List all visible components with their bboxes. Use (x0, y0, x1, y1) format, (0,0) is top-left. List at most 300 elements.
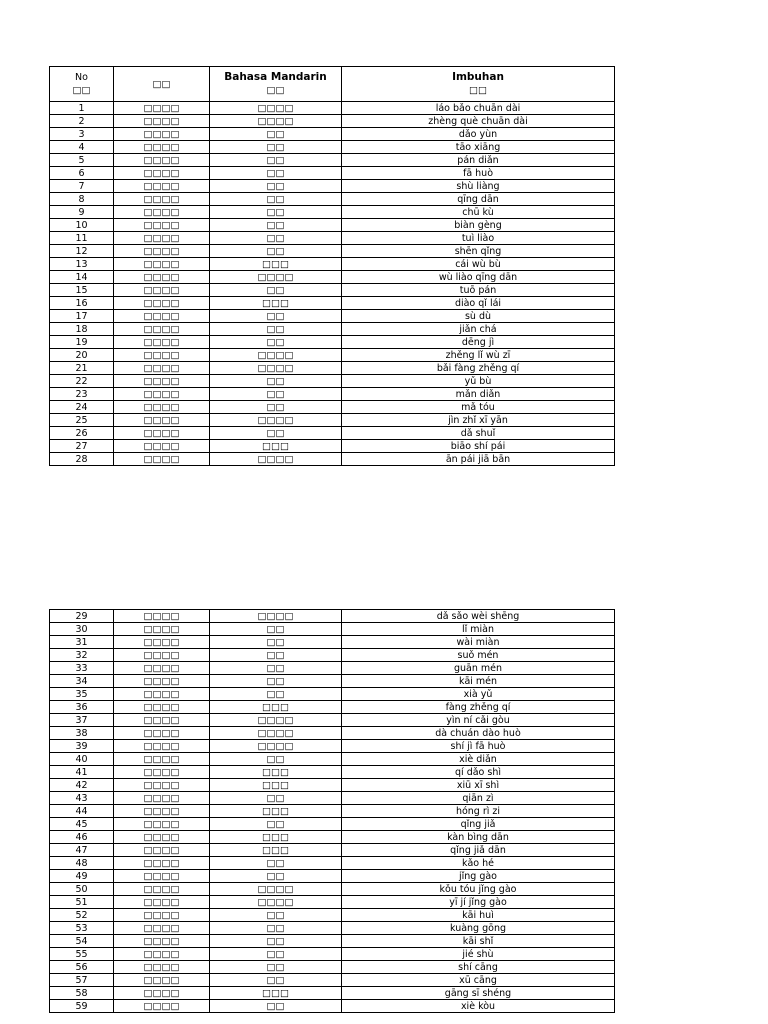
term-cell: □□□□ (114, 440, 210, 453)
term-cell: □□□□ (114, 323, 210, 336)
pinyin-cell: xiè kòu (342, 1000, 615, 1013)
table-row (50, 375, 615, 388)
pinyin-cell: diào qǐ lái (342, 297, 615, 310)
pinyin-cell: kāi huì (342, 909, 615, 922)
pinyin-cell: jiǎn chá (342, 323, 615, 336)
table-row (50, 349, 615, 362)
table-row (50, 714, 615, 727)
mandarin-cell: □□□□ (210, 883, 342, 896)
pinyin-cell: wù liào qīng dān (342, 271, 615, 284)
mandarin-cell: □□□□ (210, 271, 342, 284)
row-number-cell: 20 (50, 349, 114, 362)
table-row (50, 141, 615, 154)
mandarin-cell: □□□□ (210, 740, 342, 753)
pinyin-cell: zhěng lǐ wù zī (342, 349, 615, 362)
pinyin-cell: fā huò (342, 167, 615, 180)
pinyin-cell: cái wù bù (342, 258, 615, 271)
row-number-cell: 6 (50, 167, 114, 180)
mandarin-cell: □□□ (210, 779, 342, 792)
table-row (50, 102, 615, 115)
table-header-row (50, 67, 615, 102)
term-cell: □□□□ (114, 831, 210, 844)
row-number-cell: 30 (50, 623, 114, 636)
pinyin-cell: chū kù (342, 206, 615, 219)
mandarin-cell: □□ (210, 753, 342, 766)
mandarin-cell: □□ (210, 154, 342, 167)
pinyin-cell: dǎ sǎo wèi shēng (342, 610, 615, 623)
mandarin-cell: □□ (210, 388, 342, 401)
row-number-cell: 49 (50, 870, 114, 883)
mandarin-cell: □□ (210, 206, 342, 219)
mandarin-cell: □□□□ (210, 362, 342, 375)
term-cell: □□□□ (114, 948, 210, 961)
row-number-cell: 27 (50, 440, 114, 453)
term-cell: □□□□ (114, 154, 210, 167)
table-row (50, 974, 615, 987)
row-number-cell: 4 (50, 141, 114, 154)
row-number-cell: 16 (50, 297, 114, 310)
table-row (50, 154, 615, 167)
header-imbuhan (342, 67, 615, 102)
term-cell: □□□□ (114, 102, 210, 115)
mandarin-cell: □□□□ (210, 349, 342, 362)
row-number-cell: 17 (50, 310, 114, 323)
table-body-page-2 (50, 610, 615, 1013)
pinyin-cell: qí dǎo shì (342, 766, 615, 779)
pinyin-cell: tuō pán (342, 284, 615, 297)
row-number-cell: 46 (50, 831, 114, 844)
table-row (50, 128, 615, 141)
pinyin-cell: kǒu tóu jǐng gào (342, 883, 615, 896)
term-cell: □□□□ (114, 167, 210, 180)
header-mandarin-label: Bahasa Mandarin (224, 71, 327, 83)
row-number-cell: 19 (50, 336, 114, 349)
term-cell: □□□□ (114, 792, 210, 805)
vocabulary-table-page-2 (49, 609, 615, 1013)
row-number-cell: 39 (50, 740, 114, 753)
mandarin-cell: □□□ (210, 766, 342, 779)
row-number-cell: 11 (50, 232, 114, 245)
mandarin-cell: □□□□ (210, 714, 342, 727)
term-cell: □□□□ (114, 909, 210, 922)
table-row (50, 649, 615, 662)
term-cell: □□□□ (114, 375, 210, 388)
row-number-cell: 48 (50, 857, 114, 870)
mandarin-cell: □□ (210, 375, 342, 388)
mandarin-cell: □□□□ (210, 610, 342, 623)
table-row (50, 740, 615, 753)
row-number-cell: 57 (50, 974, 114, 987)
mandarin-cell: □□ (210, 909, 342, 922)
pinyin-cell: láo bǎo chuān dài (342, 102, 615, 115)
term-cell: □□□□ (114, 688, 210, 701)
pinyin-cell: hóng rì zi (342, 805, 615, 818)
pinyin-cell: kāi mén (342, 675, 615, 688)
pinyin-cell: wài miàn (342, 636, 615, 649)
mandarin-cell: □□ (210, 948, 342, 961)
term-cell: □□□□ (114, 766, 210, 779)
term-cell: □□□□ (114, 401, 210, 414)
pinyin-cell: tuì liào (342, 232, 615, 245)
table-row (50, 193, 615, 206)
table-row (50, 167, 615, 180)
mandarin-cell: □□ (210, 245, 342, 258)
table-row (50, 245, 615, 258)
row-number-cell: 24 (50, 401, 114, 414)
table-row (50, 727, 615, 740)
term-cell: □□□□ (114, 961, 210, 974)
table-row (50, 1000, 615, 1013)
term-cell: □□□□ (114, 662, 210, 675)
mandarin-cell: □□ (210, 232, 342, 245)
table-row (50, 662, 615, 675)
term-cell: □□□□ (114, 206, 210, 219)
pinyin-cell: yǔ bù (342, 375, 615, 388)
mandarin-cell: □□ (210, 128, 342, 141)
term-cell: □□□□ (114, 935, 210, 948)
pinyin-cell: shí cāng (342, 961, 615, 974)
mandarin-cell: □□□ (210, 440, 342, 453)
term-cell: □□□□ (114, 336, 210, 349)
pinyin-cell: yī jí jǐng gào (342, 896, 615, 909)
row-number-cell: 58 (50, 987, 114, 1000)
row-number-cell: 13 (50, 258, 114, 271)
term-cell: □□□□ (114, 141, 210, 154)
term-cell: □□□□ (114, 414, 210, 427)
table-row (50, 219, 615, 232)
pinyin-cell: kāi shǐ (342, 935, 615, 948)
pinyin-cell: suǒ mén (342, 649, 615, 662)
term-cell: □□□□ (114, 258, 210, 271)
mandarin-cell: □□□ (210, 805, 342, 818)
row-number-cell: 37 (50, 714, 114, 727)
row-number-cell: 55 (50, 948, 114, 961)
row-number-cell: 45 (50, 818, 114, 831)
mandarin-cell: □□ (210, 935, 342, 948)
term-cell: □□□□ (114, 219, 210, 232)
mandarin-cell: □□□ (210, 844, 342, 857)
term-cell: □□□□ (114, 610, 210, 623)
table-row (50, 870, 615, 883)
header-imbuhan-sub: □□ (469, 85, 487, 96)
term-cell: □□□□ (114, 974, 210, 987)
table-row (50, 766, 615, 779)
mandarin-cell: □□ (210, 675, 342, 688)
mandarin-cell: □□ (210, 922, 342, 935)
mandarin-cell: □□□□ (210, 414, 342, 427)
mandarin-cell: □□ (210, 870, 342, 883)
mandarin-cell: □□ (210, 688, 342, 701)
mandarin-cell: □□□□ (210, 115, 342, 128)
table-row (50, 323, 615, 336)
header-mandarin-sub: □□ (266, 85, 285, 96)
pinyin-cell: dà chuán dào huò (342, 727, 615, 740)
mandarin-cell: □□□ (210, 297, 342, 310)
term-cell: □□□□ (114, 310, 210, 323)
row-number-cell: 32 (50, 649, 114, 662)
pinyin-cell: sù dù (342, 310, 615, 323)
header-no-label: No (75, 72, 88, 83)
row-number-cell: 26 (50, 427, 114, 440)
pinyin-cell: shù liàng (342, 180, 615, 193)
mandarin-cell: □□ (210, 961, 342, 974)
mandarin-cell: □□ (210, 792, 342, 805)
row-number-cell: 15 (50, 284, 114, 297)
pinyin-cell: ān pái jiā bān (342, 453, 615, 466)
mandarin-cell: □□ (210, 427, 342, 440)
header-no-sub: □□ (72, 85, 91, 96)
mandarin-cell: □□□ (210, 701, 342, 714)
row-number-cell: 51 (50, 896, 114, 909)
mandarin-cell: □□□□ (210, 727, 342, 740)
table-row (50, 636, 615, 649)
table-row (50, 701, 615, 714)
term-cell: □□□□ (114, 922, 210, 935)
mandarin-cell: □□ (210, 623, 342, 636)
header-col2-label: □□ (152, 78, 171, 90)
mandarin-cell: □□□□ (210, 102, 342, 115)
pinyin-cell: shí jì fā huò (342, 740, 615, 753)
mandarin-cell: □□□□ (210, 896, 342, 909)
term-cell: □□□□ (114, 753, 210, 766)
table-row (50, 180, 615, 193)
table-row (50, 805, 615, 818)
mandarin-cell: □□ (210, 193, 342, 206)
term-cell: □□□□ (114, 740, 210, 753)
mandarin-cell: □□ (210, 180, 342, 193)
pinyin-cell: kǎo hé (342, 857, 615, 870)
mandarin-cell: □□ (210, 323, 342, 336)
pinyin-cell: lǐ miàn (342, 623, 615, 636)
row-number-cell: 42 (50, 779, 114, 792)
mandarin-cell: □□ (210, 219, 342, 232)
row-number-cell: 2 (50, 115, 114, 128)
pinyin-cell: xiū xī shì (342, 779, 615, 792)
row-number-cell: 34 (50, 675, 114, 688)
mandarin-cell: □□ (210, 167, 342, 180)
row-number-cell: 14 (50, 271, 114, 284)
pinyin-cell: jǐng gào (342, 870, 615, 883)
term-cell: □□□□ (114, 623, 210, 636)
row-number-cell: 21 (50, 362, 114, 375)
mandarin-cell: □□ (210, 857, 342, 870)
row-number-cell: 59 (50, 1000, 114, 1013)
table-row (50, 935, 615, 948)
mandarin-cell: □□ (210, 974, 342, 987)
row-number-cell: 12 (50, 245, 114, 258)
row-number-cell: 22 (50, 375, 114, 388)
pinyin-cell: tāo xiāng (342, 141, 615, 154)
term-cell: □□□□ (114, 362, 210, 375)
mandarin-cell: □□ (210, 310, 342, 323)
table-row (50, 961, 615, 974)
table-row (50, 831, 615, 844)
header-col2 (114, 67, 210, 102)
table-row (50, 401, 615, 414)
row-number-cell: 38 (50, 727, 114, 740)
table-row (50, 297, 615, 310)
pinyin-cell: xū cāng (342, 974, 615, 987)
term-cell: □□□□ (114, 115, 210, 128)
table-row (50, 362, 615, 375)
term-cell: □□□□ (114, 870, 210, 883)
pinyin-cell: kàn bìng dān (342, 831, 615, 844)
term-cell: □□□□ (114, 636, 210, 649)
term-cell: □□□□ (114, 193, 210, 206)
pinyin-cell: gāng sī shéng (342, 987, 615, 1000)
table-row (50, 206, 615, 219)
table-row (50, 922, 615, 935)
term-cell: □□□□ (114, 714, 210, 727)
pinyin-cell: jié shù (342, 948, 615, 961)
table-row (50, 948, 615, 961)
pinyin-cell: shēn qǐng (342, 245, 615, 258)
pinyin-cell: mǎ tóu (342, 401, 615, 414)
row-number-cell: 53 (50, 922, 114, 935)
pinyin-cell: qǐng jiǎ dān (342, 844, 615, 857)
row-number-cell: 43 (50, 792, 114, 805)
table-row (50, 271, 615, 284)
row-number-cell: 29 (50, 610, 114, 623)
pinyin-cell: xià yǔ (342, 688, 615, 701)
table-row (50, 753, 615, 766)
term-cell: □□□□ (114, 453, 210, 466)
row-number-cell: 1 (50, 102, 114, 115)
row-number-cell: 35 (50, 688, 114, 701)
mandarin-cell: □□ (210, 336, 342, 349)
row-number-cell: 44 (50, 805, 114, 818)
mandarin-cell: □□ (210, 662, 342, 675)
pinyin-cell: qǐng jiǎ (342, 818, 615, 831)
row-number-cell: 40 (50, 753, 114, 766)
term-cell: □□□□ (114, 349, 210, 362)
pinyin-cell: dǎ shuǐ (342, 427, 615, 440)
term-cell: □□□□ (114, 232, 210, 245)
table-row (50, 844, 615, 857)
term-cell: □□□□ (114, 805, 210, 818)
mandarin-cell: □□□□ (210, 453, 342, 466)
term-cell: □□□□ (114, 245, 210, 258)
table-row (50, 688, 615, 701)
row-number-cell: 41 (50, 766, 114, 779)
pinyin-cell: guān mén (342, 662, 615, 675)
table-row (50, 779, 615, 792)
table-row (50, 675, 615, 688)
mandarin-cell: □□ (210, 818, 342, 831)
mandarin-cell: □□□ (210, 987, 342, 1000)
table-row (50, 896, 615, 909)
term-cell: □□□□ (114, 987, 210, 1000)
pinyin-cell: biàn gèng (342, 219, 615, 232)
term-cell: □□□□ (114, 844, 210, 857)
mandarin-cell: □□□ (210, 831, 342, 844)
pinyin-cell: dēng jì (342, 336, 615, 349)
table-row (50, 336, 615, 349)
mandarin-cell: □□ (210, 649, 342, 662)
row-number-cell: 31 (50, 636, 114, 649)
term-cell: □□□□ (114, 701, 210, 714)
mandarin-cell: □□ (210, 1000, 342, 1013)
mandarin-cell: □□ (210, 401, 342, 414)
row-number-cell: 50 (50, 883, 114, 896)
row-number-cell: 9 (50, 206, 114, 219)
term-cell: □□□□ (114, 649, 210, 662)
header-mandarin (210, 67, 342, 102)
term-cell: □□□□ (114, 675, 210, 688)
table-row (50, 427, 615, 440)
table-row (50, 883, 615, 896)
row-number-cell: 5 (50, 154, 114, 167)
row-number-cell: 8 (50, 193, 114, 206)
term-cell: □□□□ (114, 727, 210, 740)
vocabulary-table-page-1 (49, 66, 615, 466)
row-number-cell: 3 (50, 128, 114, 141)
header-imbuhan-label: Imbuhan (452, 71, 504, 83)
row-number-cell: 54 (50, 935, 114, 948)
table-row (50, 857, 615, 870)
pinyin-cell: bǎi fàng zhěng qí (342, 362, 615, 375)
row-number-cell: 23 (50, 388, 114, 401)
mandarin-cell: □□ (210, 141, 342, 154)
term-cell: □□□□ (114, 284, 210, 297)
pinyin-cell: kuàng gōng (342, 922, 615, 935)
table-row (50, 623, 615, 636)
row-number-cell: 56 (50, 961, 114, 974)
mandarin-cell: □□ (210, 636, 342, 649)
row-number-cell: 18 (50, 323, 114, 336)
pinyin-cell: biāo shí pái (342, 440, 615, 453)
pinyin-cell: dǎo yùn (342, 128, 615, 141)
pinyin-cell: qiān zì (342, 792, 615, 805)
row-number-cell: 47 (50, 844, 114, 857)
term-cell: □□□□ (114, 896, 210, 909)
table-row (50, 310, 615, 323)
term-cell: □□□□ (114, 883, 210, 896)
term-cell: □□□□ (114, 427, 210, 440)
term-cell: □□□□ (114, 1000, 210, 1013)
pinyin-cell: jìn zhǐ xī yān (342, 414, 615, 427)
row-number-cell: 52 (50, 909, 114, 922)
term-cell: □□□□ (114, 818, 210, 831)
term-cell: □□□□ (114, 128, 210, 141)
table-row (50, 232, 615, 245)
term-cell: □□□□ (114, 297, 210, 310)
pinyin-cell: fàng zhěng qí (342, 701, 615, 714)
row-number-cell: 10 (50, 219, 114, 232)
table-row (50, 453, 615, 466)
table-body-page-1 (50, 102, 615, 466)
table-row (50, 115, 615, 128)
pinyin-cell: pán diǎn (342, 154, 615, 167)
pinyin-cell: mǎn diǎn (342, 388, 615, 401)
row-number-cell: 36 (50, 701, 114, 714)
term-cell: □□□□ (114, 857, 210, 870)
header-no (50, 67, 114, 102)
row-number-cell: 28 (50, 453, 114, 466)
pinyin-cell: qīng dān (342, 193, 615, 206)
row-number-cell: 25 (50, 414, 114, 427)
row-number-cell: 7 (50, 180, 114, 193)
mandarin-cell: □□ (210, 284, 342, 297)
mandarin-cell: □□□ (210, 258, 342, 271)
pinyin-cell: xiè diǎn (342, 753, 615, 766)
pinyin-cell: zhèng què chuān dài (342, 115, 615, 128)
term-cell: □□□□ (114, 779, 210, 792)
table-row (50, 610, 615, 623)
term-cell: □□□□ (114, 271, 210, 284)
table-row (50, 284, 615, 297)
table-row (50, 388, 615, 401)
